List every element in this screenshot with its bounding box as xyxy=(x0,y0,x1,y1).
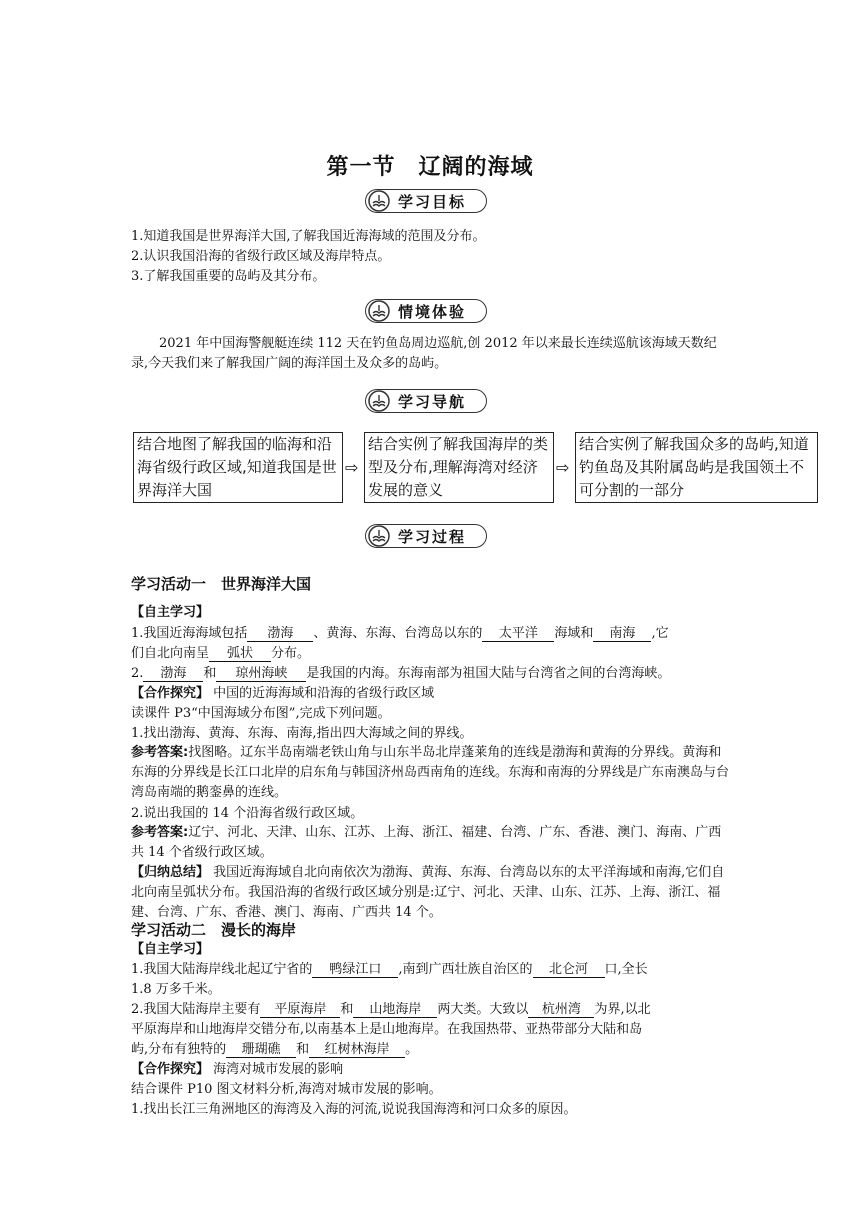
activity2-q2-line1 xyxy=(131,1000,651,1019)
activity1-q1-line2 xyxy=(131,644,310,663)
book-icon xyxy=(368,190,390,212)
coop-tag: 【合作探究】 xyxy=(131,686,210,701)
text: ,它 xyxy=(651,626,669,641)
book-icon xyxy=(368,300,390,322)
coop-text: 中国的近海海域和沿海的省级行政区域 xyxy=(209,686,435,701)
answer-block xyxy=(131,743,729,803)
banner-guide xyxy=(365,389,487,413)
scenario-text: 2021 年中国海警舰艇连续 112 天在钓鱼岛周边巡航,创 2012 年以来最长连续巡航该海域天数纪录,今天我们来了解我国广阔的海洋国土及众多的岛屿。 xyxy=(131,336,717,371)
ref-label: 参考答案: xyxy=(131,745,189,760)
task-line: 1.找出长江三角洲地区的海湾及入海的河流,说说我国海湾和河口众多的原因。 xyxy=(131,1102,577,1117)
text: 2. xyxy=(131,666,144,681)
answer-blank: 红树林海岸 xyxy=(309,1042,405,1058)
answer-blank: 杭州湾 xyxy=(528,1002,594,1018)
coop-line xyxy=(131,1060,343,1079)
text: 和 xyxy=(296,1042,310,1057)
activity2-q2-line2: 平原海岸和山地海岸交错分布,以南基本上是山地海岸。在我国热带、亚热带部分大陆和岛 xyxy=(131,1022,643,1037)
text: 分布。 xyxy=(271,646,311,661)
summary-tag: 【归纳总结】 xyxy=(131,865,210,880)
goal-item: 2.认识我国沿海的省级行政区域及海岸特点。 xyxy=(131,249,391,264)
text: 1.我国大陆海岸线北起辽宁省的 xyxy=(131,962,313,977)
coop-tag: 【合作探究】 xyxy=(131,1062,210,1077)
banner-goals xyxy=(365,189,487,213)
activity1-q1-line1 xyxy=(131,624,669,643)
arrow-icon: ⇨ xyxy=(345,458,359,477)
answer-blank: 北仑河 xyxy=(533,962,605,978)
text: 两大类。大致以 xyxy=(437,1002,529,1017)
banner-goals-label: 学习目标 xyxy=(398,193,467,211)
banner-scenario-label: 情境体验 xyxy=(398,303,467,321)
read-line: 结合课件 P10 图文材料分析,海湾对城市发展的影响。 xyxy=(131,1082,442,1097)
banner-scenario xyxy=(365,299,487,323)
answer-blank: 平原海岸 xyxy=(260,1002,340,1018)
task-line: 2.说出我国的 14 个沿海省级行政区域。 xyxy=(131,806,364,821)
answer-blank: 太平洋 xyxy=(482,626,554,642)
summary-text: 我国近海海域自北向南依次为渤海、黄海、东海、台湾岛以东的太平洋海域和南海,它们自北向南呈弧状分布。我国沿海的省级行政区域分别是:辽宁、河北、天津、山东、江苏、上海、浙江、福建、台湾、广东、香港、澳门、海南、广西共 14 个。 xyxy=(131,865,725,920)
answer-block xyxy=(131,823,729,863)
text: 们自北向南呈 xyxy=(131,646,210,661)
banner-process-label: 学习过程 xyxy=(398,528,467,546)
guide-box: 结合地图了解我国的临海和沿海省级行政区域,知道我国是世界海洋大国 xyxy=(133,432,343,503)
book-icon xyxy=(368,525,390,547)
answer-text: 找图略。辽东半岛南端老铁山角与山东半岛北岸蓬莱角的连线是渤海和黄海的分界线。黄海和东海的分界线是长江口北岸的启东角与韩国济州岛西南角的连线。东海和南海的分界线是广东南澳岛与台湾岛南端的鹅銮鼻的连线。 xyxy=(131,745,730,800)
text: 海域和 xyxy=(554,626,594,641)
answer-blank: 珊瑚礁 xyxy=(226,1042,296,1058)
answer-blank: 山地海岸 xyxy=(353,1002,437,1018)
activity1-heading: 学习活动一 世界海洋大国 xyxy=(131,575,312,593)
text: 、黄海、东海、台湾岛以东的 xyxy=(313,626,483,641)
text: 屿,分布有独特的 xyxy=(131,1042,227,1057)
coop-text: 海湾对城市发展的影响 xyxy=(209,1062,344,1077)
answer-blank: 南海 xyxy=(593,626,651,642)
text: 。 xyxy=(405,1042,419,1057)
text: 口,全长 xyxy=(604,962,648,977)
answer-blank: 琼州海峡 xyxy=(216,666,306,682)
goal-item: 3.了解我国重要的岛屿及其分布。 xyxy=(131,269,326,284)
text: 2.我国大陆海岸主要有 xyxy=(131,1002,261,1017)
text: 是我国的内海。东海南部为祖国大陆与台湾省之间的台湾海峡。 xyxy=(306,666,671,681)
arrow-icon: ⇨ xyxy=(556,458,570,477)
answer-blank: 弧状 xyxy=(209,646,271,662)
answer-blank: 渤海 xyxy=(143,666,203,682)
text: 和 xyxy=(340,1002,354,1017)
book-icon xyxy=(368,390,390,412)
ref-label: 参考答案: xyxy=(131,825,189,840)
text: 1.我国近海海域包括 xyxy=(131,626,248,641)
coop-line xyxy=(131,684,434,703)
self-study-tag: 【自主学习】 xyxy=(131,942,210,957)
text: ,南到广西壮族自治区的 xyxy=(398,962,533,977)
banner-process xyxy=(365,524,487,548)
answer-blank: 鸭绿江口 xyxy=(312,962,398,978)
activity2-q1-line2: 1.8 万多千米。 xyxy=(131,982,221,997)
read-line: 读课件 P3“中国海域分布图”,完成下列问题。 xyxy=(131,706,391,721)
guide-box: 结合实例了解我国众多的岛屿,知道钓鱼岛及其附属岛屿是我国领土不可分割的一部分 xyxy=(575,432,818,503)
task-line: 1.找出渤海、黄海、东海、南海,指出四大海域之间的界线。 xyxy=(131,726,473,741)
goal-item: 1.知道我国是世界海洋大国,了解我国近海海域的范围及分布。 xyxy=(131,229,486,244)
answer-blank: 渤海 xyxy=(247,626,313,642)
activity1-q2 xyxy=(131,664,670,683)
activity2-q1-line1 xyxy=(131,960,648,979)
self-study-tag: 【自主学习】 xyxy=(131,605,210,620)
answer-text: 辽宁、河北、天津、山东、江苏、上海、浙江、福建、台湾、广东、香港、澳门、海南、广西共 14 个省级行政区域。 xyxy=(131,825,722,860)
activity2-q2-line3 xyxy=(131,1040,418,1059)
page-title: 第一节 辽阔的海域 xyxy=(326,155,534,180)
text: 为界,以北 xyxy=(594,1002,651,1017)
summary-block xyxy=(131,863,729,923)
text: 和 xyxy=(203,666,217,681)
guide-box: 结合实例了解我国海岸的类型及分布,理解海湾对经济发展的意义 xyxy=(364,432,554,503)
banner-guide-label: 学习导航 xyxy=(398,393,467,411)
activity2-heading: 学习活动二 漫长的海岸 xyxy=(131,921,297,939)
